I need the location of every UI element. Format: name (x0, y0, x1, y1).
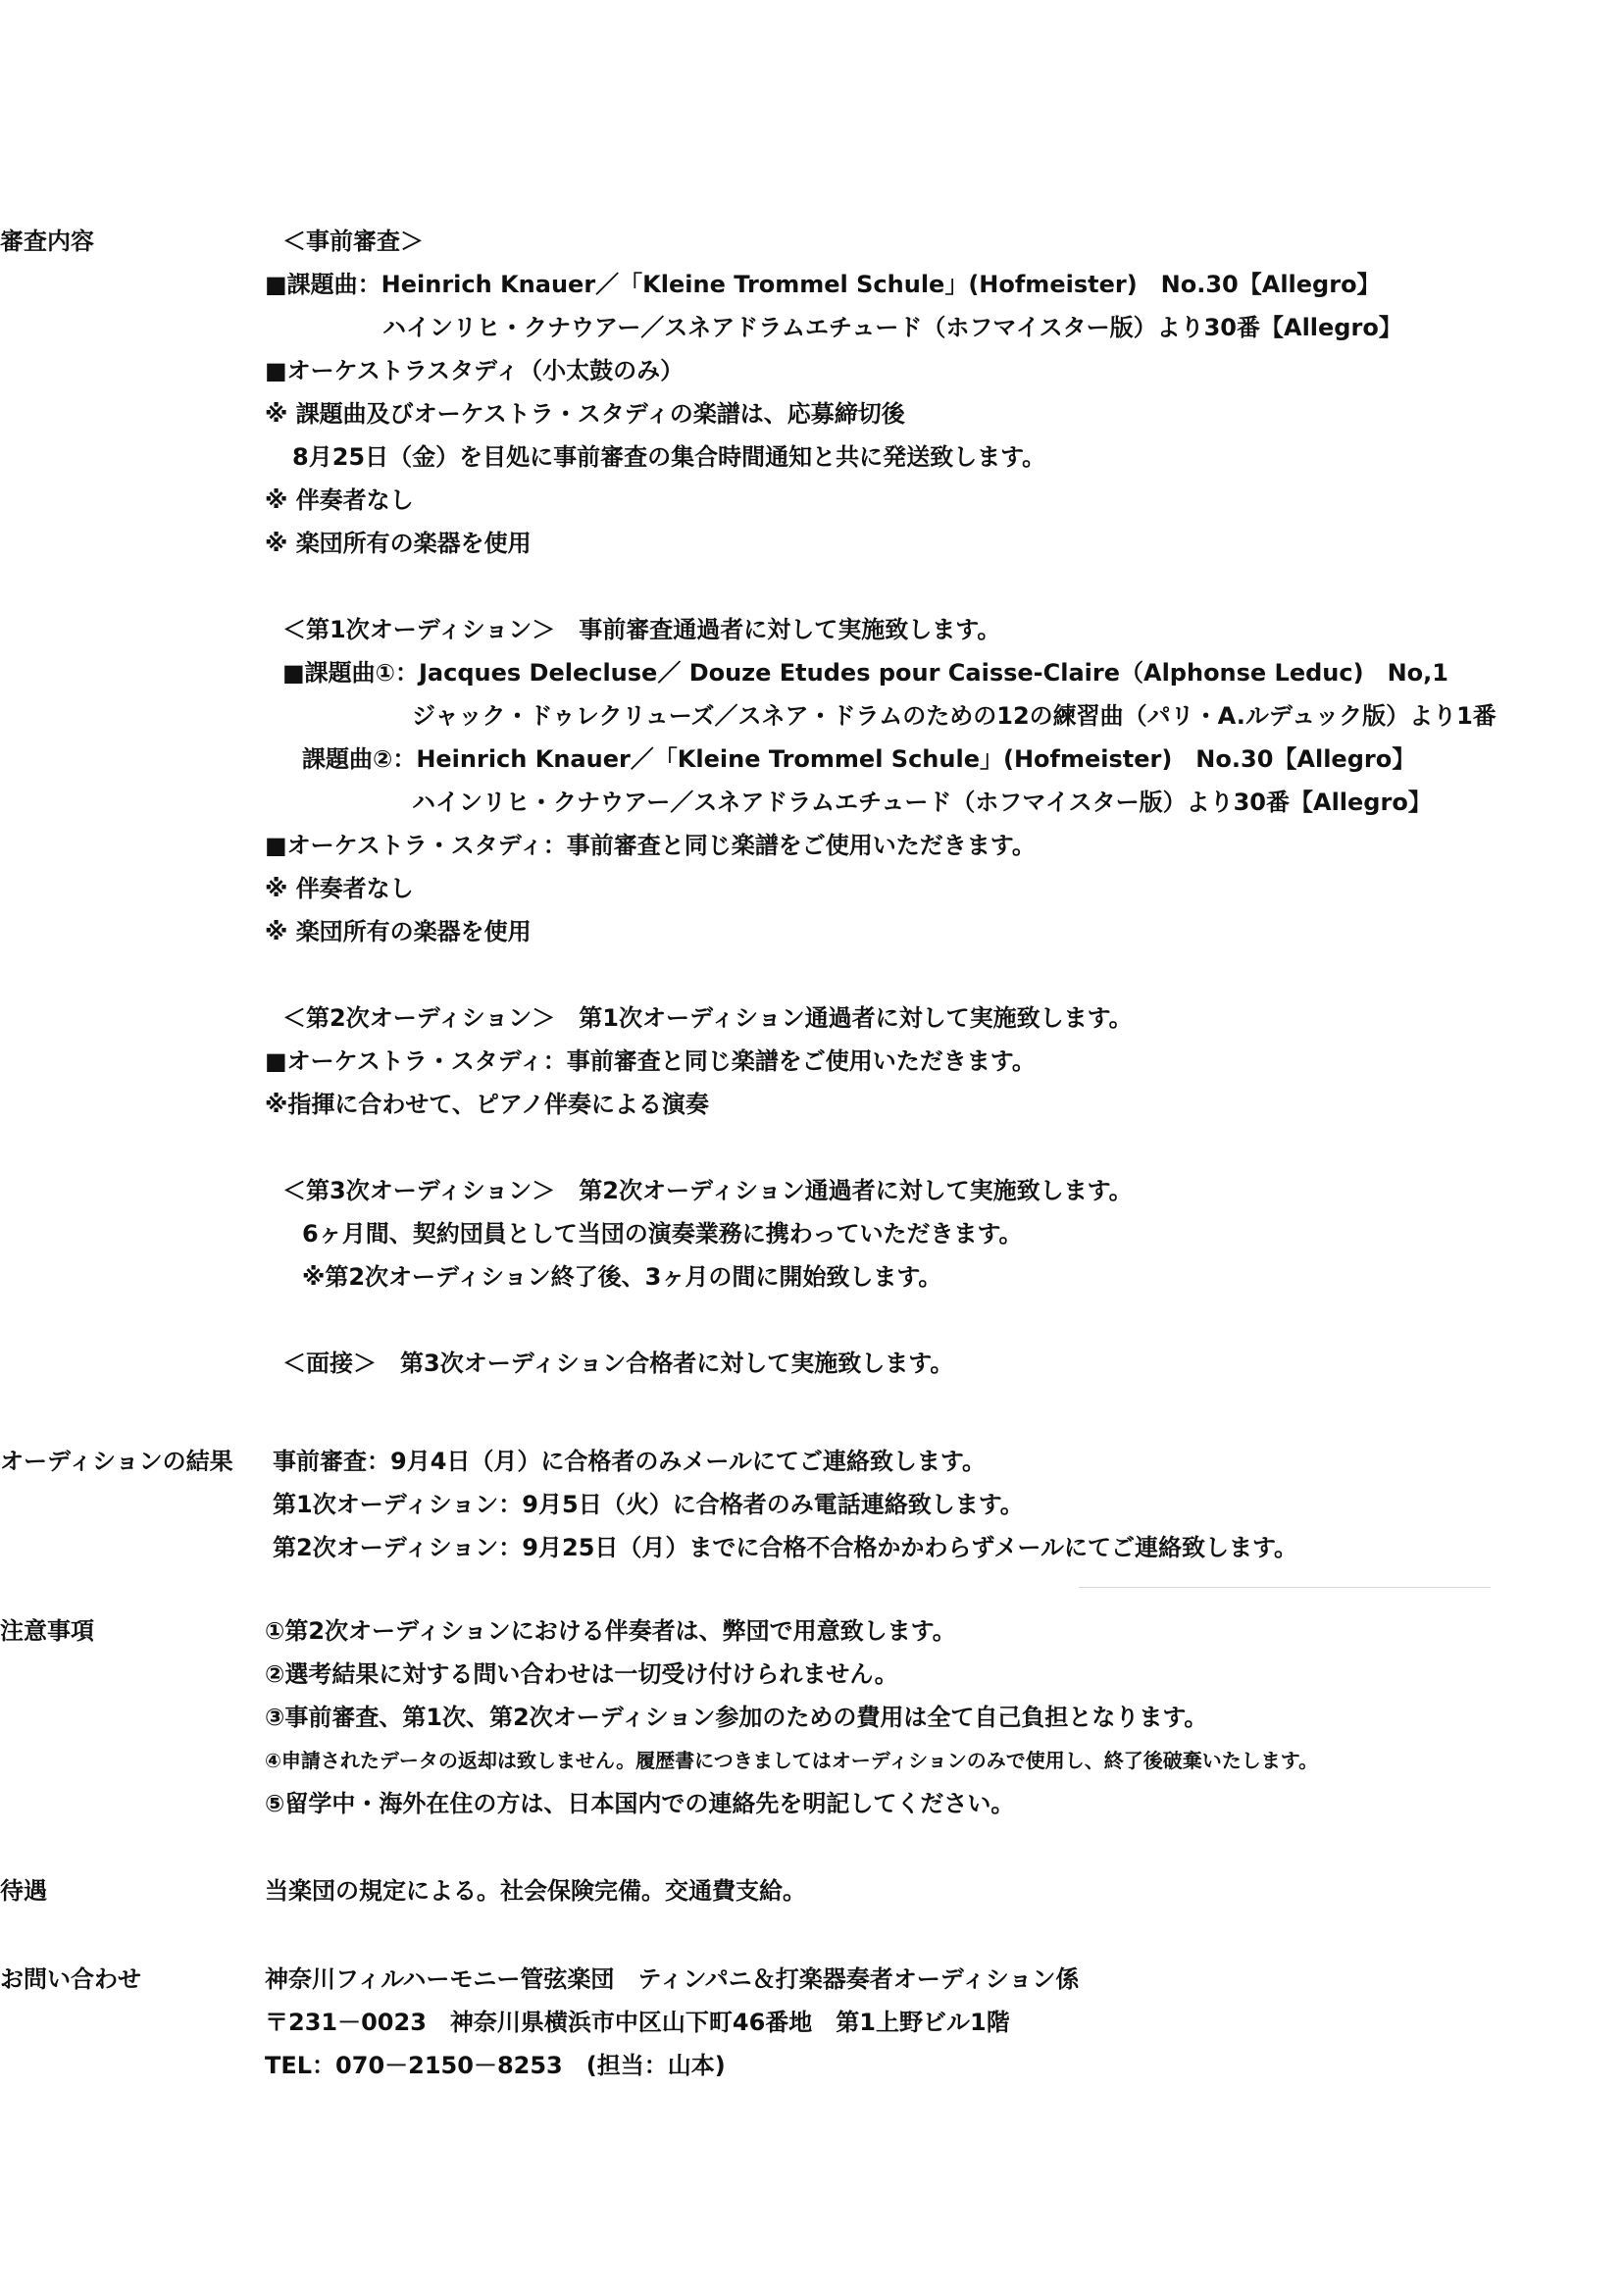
round1-piece1: ■課題曲①：Jacques Delecluse／ Douze Etudes pour Caisse-Claire（Alphonse Leduc) No,1 (282, 659, 1448, 687)
contact-org: 神奈川フィルハーモニー管弦楽団 ティンパニ＆打楽器奏者オーディション係 (265, 1965, 1080, 1993)
round1-piece2: 課題曲②：Heinrich Knauer／「Kleine Trommel Schule」(Hofmeister) No.30【Allegro】 (302, 745, 1416, 773)
notes-item: ③事前審査、第1次、第2次オーディション参加のための費用は全て自己負担となります。 (265, 1704, 1208, 1731)
notes-item: ②選考結果に対する問い合わせは一切受け付けられません。 (265, 1660, 898, 1688)
interview-heading: ＜面接＞ 第3次オーディション合格者に対して実施致します。 (282, 1350, 954, 1377)
review-body (265, 220, 1497, 1385)
pre-review-piece-ja: ハインリヒ・クナウアー／スネアドラムエチュード（ホフマイスター版）より30番【Allegro】 (382, 314, 1402, 341)
pre-review-study: ■オーケストラスタディ（小太鼓のみ） (265, 357, 685, 384)
review-label: 審査内容 (0, 228, 94, 255)
pre-review-piece: ■課題曲：Heinrich Knauer／「Kleine Trommel Schule」(Hofmeister) No.30【Allegro】 (265, 271, 1381, 298)
notes-item: ⑤留学中・海外在住の方は、日本国内での連絡先を明記してください。 (265, 1790, 1015, 1817)
spacer (265, 565, 1497, 608)
round2-heading: ＜第2次オーディション＞ 第1次オーディション通過者に対して実施致します。 (282, 1004, 1133, 1032)
round3-line: 6ヶ月間、契約団員として当団の演奏業務に携わっていただきます。 (302, 1220, 1023, 1248)
pre-review-heading: ＜事前審査＞ (282, 228, 424, 255)
spacer (265, 1299, 1497, 1342)
results-line: 第1次オーディション：9月5日（火）に合格者のみ電話連絡致します。 (273, 1491, 1024, 1518)
treatment-label: 待遇 (0, 1877, 47, 1905)
treatment-text: 当楽団の規定による。社会保険完備。交通費支給。 (265, 1877, 806, 1905)
round1-piece1-ja: ジャック・ドゥレクリューズ／スネア・ドラムのための12の練習曲（パリ・A.ルデュック版）より1番 (412, 702, 1497, 730)
pre-review-note: ※ 課題曲及びオーケストラ・スタディの楽譜は、応募締切後 (265, 400, 905, 428)
divider (1079, 1587, 1491, 1588)
round3-heading: ＜第3次オーディション＞ 第2次オーディション通過者に対して実施致します。 (282, 1177, 1133, 1204)
notes-body (265, 1609, 1318, 1825)
round3-line: ※第2次オーディション終了後、3ヶ月の間に開始致します。 (302, 1263, 942, 1291)
contact-address: 〒231－0023 神奈川県横浜市中区山下町46番地 第1上野ビル1階 (265, 2009, 1010, 2036)
notes-item: ④申請されたデータの返却は致しません。履歴書につきましてはオーディションのみで使用し、終了後破棄いたします。 (265, 1749, 1319, 1772)
contact-label: お問い合わせ (0, 1965, 141, 1993)
results-line: 事前審査：9月4日（月）に合格者のみメールにてご連絡致します。 (273, 1448, 986, 1475)
round1-note: ※ 楽団所有の楽器を使用 (265, 918, 532, 945)
contact-body (265, 1958, 1079, 2087)
results-label: オーディションの結果 (0, 1448, 233, 1475)
round1-heading: ＜第1次オーディション＞ 事前審査通過者に対して実施致します。 (282, 616, 1001, 643)
pre-review-note: ※ 楽団所有の楽器を使用 (265, 530, 532, 557)
round2-study: ■オーケストラ・スタディ：事前審査と同じ楽譜をご使用いただきます。 (265, 1047, 1036, 1075)
round2-note: ※指揮に合わせて、ピアノ伴奏による演奏 (265, 1091, 709, 1118)
pre-review-note: ※ 伴奏者なし (265, 486, 414, 514)
notes-item: ①第2次オーディションにおける伴奏者は、弊団で用意致します。 (265, 1617, 956, 1645)
round1-note: ※ 伴奏者なし (265, 875, 414, 902)
round1-study: ■オーケストラ・スタディ：事前審査と同じ楽譜をご使用いただきます。 (265, 832, 1036, 859)
results-body (273, 1440, 1297, 1569)
results-line: 第2次オーディション：9月25日（月）までに合格不合格かかわらずメールにてご連絡致します。 (273, 1534, 1298, 1561)
round1-piece2-ja: ハインリヒ・クナウアー／スネアドラムエチュード（ホフマイスター版）より30番【Allegro】 (412, 789, 1432, 816)
treatment-body (265, 1869, 806, 1912)
notes-label: 注意事項 (0, 1617, 94, 1645)
spacer (265, 1126, 1497, 1169)
contact-tel: TEL：070－2150－8253 (担当：山本) (265, 2052, 726, 2079)
spacer (265, 953, 1497, 996)
pre-review-note: 8月25日（金）を目処に事前審査の集合時間通知と共に発送致します。 (292, 443, 1046, 471)
